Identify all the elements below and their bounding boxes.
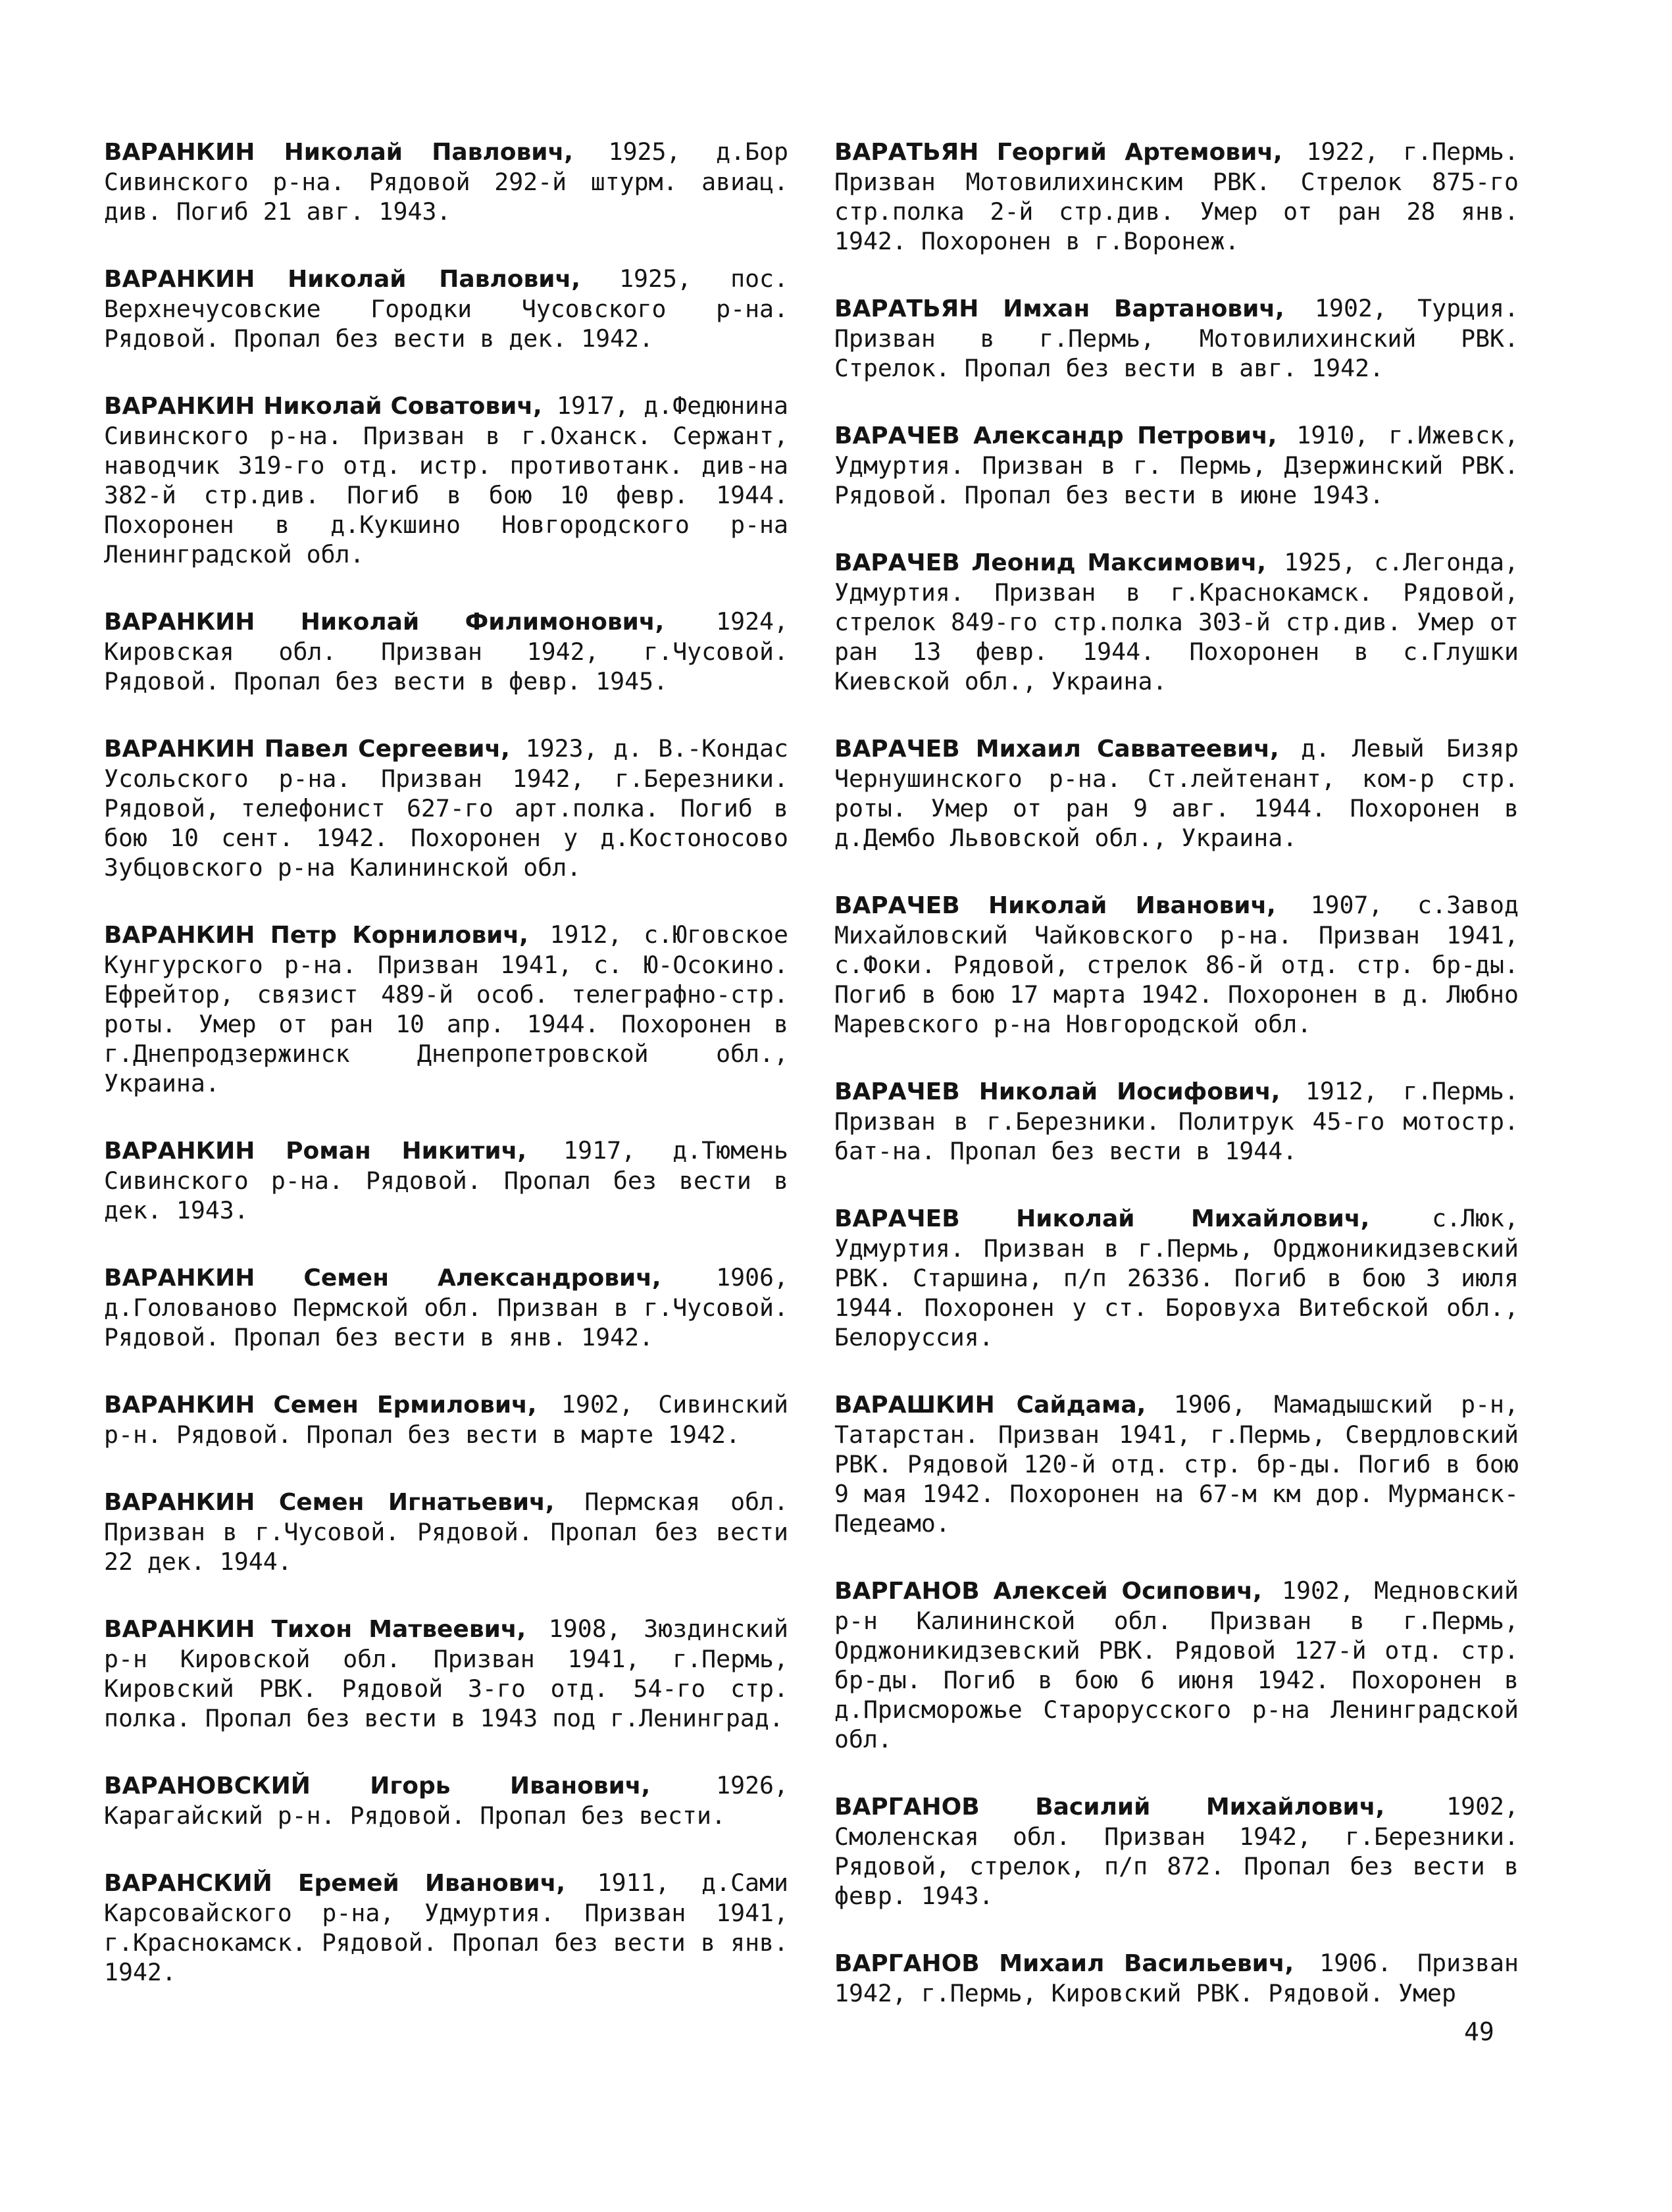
entry	[834, 1576, 1519, 1754]
entry	[834, 1076, 1519, 1166]
entry-text: 1902, Сивинский р-н. Рядовой. Пропал без вести в марте 1942.	[104, 1390, 788, 1449]
entry-text: 1924, Кировская обл. Призван 1942, г.Чусовой. Рядовой. Пропал без вести в февр. 1945.	[104, 607, 788, 695]
entry	[104, 1390, 788, 1449]
entry-name: ВАРАЧЕВ Михаил Савватеевич,	[834, 736, 1279, 763]
entry	[834, 420, 1519, 510]
entry-name: ВАРАНКИН Николай Соватович,	[104, 393, 542, 420]
entry-text: 1911, д.Сами Карсовайского р-на, Удмуртия. Призван 1941, г.Краснокамск. Рядовой. Пропал без вести в янв. 1942.	[104, 1869, 788, 1986]
entry-name: ВАРАНКИН Николай Павлович,	[104, 139, 573, 166]
entry	[104, 734, 788, 882]
entry-name: ВАРАНКИН Павел Сергеевич,	[104, 736, 510, 763]
entry-text: 1925, с.Легонда, Удмуртия. Призван в г.Краснокамск. Рядовой, стрелок 849-го стр.полка 303-й стр.див. Умер от ран 13 февр. 1944. Похоронен в с.Глушки Киевской обл., Украина.	[834, 548, 1519, 695]
entry-text: 1922, г.Пермь. Призван Мотовилихинским РВК. Стрелок 875-го стр.полка 2-й стр.див. Умер от ран 28 янв. 1942. Похоронен в г.Воронеж.	[834, 138, 1519, 255]
entry-name: ВАРАНОВСКИЙ Игорь Иванович,	[104, 1772, 651, 1799]
entry-text: 1907, с.Завод Михайловский Чайковского р-на. Призван 1941, с.Фоки. Рядовой, стрелок 86-й отд. стр. бр-ды. Погиб в бою 17 марта 1942. Похоронен в д. Любно Маревского р-на Новгородской обл.	[834, 891, 1519, 1038]
entry-text: 1912, с.Юговское Кунгурского р-на. Призван 1941, с. Ю-Осокино. Ефрейтор, связист 489-й особ. телеграфно-стр. роты. Умер от ран 10 апр. 1944. Похоронен в г.Днепродзержинск Днепропетровской обл., Украина.	[104, 920, 788, 1097]
entry-name: ВАРГАНОВ Василий Михайлович,	[834, 1794, 1385, 1821]
entry	[104, 1263, 788, 1352]
entry	[104, 920, 788, 1098]
right-column	[834, 137, 1519, 2046]
entry-name: ВАРАНСКИЙ Еремей Иванович,	[104, 1870, 566, 1897]
page-number: 49	[1464, 2017, 1494, 2046]
entry	[104, 1614, 788, 1733]
entry-text: 1926, Карагайский р-н. Рядовой. Пропал без вести.	[104, 1771, 789, 1830]
entry-name: ВАРАНКИН Семен Александрович,	[104, 1265, 661, 1292]
entry-text: Пермская обл. Призван в г.Чусовой. Рядовой. Пропал без вести 22 дек. 1944.	[104, 1488, 788, 1576]
entry	[104, 1771, 788, 1830]
entry	[104, 607, 788, 696]
entry	[834, 293, 1519, 383]
entry-text: 1917, д.Тюмень Сивинского р-на. Рядовой. Пропал без вести в дек. 1943.	[104, 1136, 788, 1224]
entry-name: ВАРАЧЕВ Леонид Максимович,	[834, 549, 1267, 576]
entry-name: ВАРГАНОВ Михаил Васильевич,	[834, 1950, 1294, 1977]
entry-text: 1910, г.Ижевск, Удмуртия. Призван в г. Пермь, Дзержинский РВК. Рядовой. Пропал без вести в июне 1943.	[834, 421, 1519, 509]
entry-name: ВАРАЧЕВ Александр Петрович,	[834, 422, 1277, 449]
entry	[834, 1948, 1519, 2008]
entry-name: ВАРАНКИН Семен Ермилович,	[104, 1392, 537, 1419]
entry	[834, 1203, 1519, 1352]
entry	[104, 1868, 788, 1987]
entry	[834, 1390, 1519, 1538]
entry-text: 1917, д.Федюнина Сивинского р-на. Призван в г.Оханск. Сержант, наводчик 319-го отд. истр. противотанк. див-на 382-й стр.див. Погиб в бою 10 февр. 1944. Похоронен в д.Кукшино Новгородского р-на Ленинградской обл.	[104, 391, 788, 568]
entry	[104, 264, 788, 353]
entry-text: 1906. Призван 1942, г.Пермь, Кировский РВК. Рядовой. Умер	[834, 1949, 1519, 2007]
entry-text: 1908, Зюздинский р-н Кировской обл. Призван 1941, г.Пермь, Кировский РВК. Рядовой 3-го отд. 54-го стр. полка. Пропал без вести в 1943 под г.Ленинград.	[104, 1615, 789, 1732]
entry-text: 1902, Турция. Призван в г.Пермь, Мотовилихинский РВК. Стрелок. Пропал без вести в авг. 1942.	[834, 294, 1519, 382]
entry-text: 1923, д. В.-Кондас Усольского р-на. Призван 1942, г.Березники. Рядовой, телефонист 627-го арт.полка. Погиб в бою 10 сент. 1942. Похоронен у д.Костоносово Зубцовского р-на Калининской обл.	[104, 734, 788, 882]
entry-text: 1906, Мамадышский р-н, Татарстан. Призван 1941, г.Пермь, Свердловский РВК. Рядовой 120-й отд. стр. бр-ды. Погиб в бою 9 мая 1942. Похоронен на 67-м км дор. Мурманск-Педеамо.	[834, 1390, 1519, 1538]
entry	[834, 734, 1519, 853]
entry-name: ВАРАНКИН Тихон Матвеевич,	[104, 1616, 526, 1643]
entry-text: 1902, Смоленская обл. Призван 1942, г.Березники. Рядовой, стрелок, п/п 872. Пропал без вести в февр. 1943.	[834, 1792, 1519, 1910]
entry-name: ВАРАНКИН Николай Павлович,	[104, 266, 580, 293]
entry-text: 1902, Медновский р-н Калининской обл. Призван в г.Пермь, Орджоникидзевский РВК. Рядовой 127-й отд. стр. бр-ды. Погиб в бою 6 июня 1942. Похоронен в д.Присморожье Старорусского р-на Ленинградской обл.	[834, 1576, 1519, 1753]
entry	[834, 1792, 1519, 1911]
entry	[104, 137, 788, 226]
entry	[104, 1136, 788, 1225]
entry-text: д. Левый Бизяр Чернушинского р-на. Ст.лейтенант, ком-р стр. роты. Умер от ран 9 авг. 1944. Похоронен в д.Дембо Львовской обл., Украина.	[834, 734, 1519, 852]
entry-name: ВАРГАНОВ Алексей Осипович,	[834, 1578, 1262, 1605]
left-column	[104, 137, 788, 2024]
entry-name: ВАРАНКИН Роман Никитич,	[104, 1138, 526, 1165]
entry	[834, 137, 1519, 256]
entry-text: 1925, пос. Верхнечусовские Городки Чусовского р-на. Рядовой. Пропал без вести в дек. 1942.	[104, 264, 788, 353]
entry	[104, 391, 788, 569]
entry-name: ВАРАНКИН Николай Филимонович,	[104, 609, 665, 636]
entry-name: ВАРАНКИН Семен Игнатьевич,	[104, 1489, 555, 1516]
entry-text: с.Люк, Удмуртия. Призван в г.Пермь, Орджоникидзевский РВК. Старшина, п/п 26336. Погиб в бою 3 июля 1944. Похоронен у ст. Боровуха Витебской обл., Белоруссия.	[834, 1204, 1519, 1351]
entry-text: 1906, д.Голованово Пермской обл. Призван в г.Чусовой. Рядовой. Пропал без вести в янв. 1942.	[104, 1263, 788, 1351]
entry-name: ВАРАЧЕВ Николай Иванович,	[834, 892, 1276, 919]
entry-name: ВАРАТЬЯН Георгий Артемович,	[834, 139, 1282, 166]
entry	[104, 1487, 788, 1576]
entry-text: 1912, г.Пермь. Призван в г.Березники. Политрук 45-го мотостр. бат-на. Пропал без вести в 1944.	[834, 1077, 1519, 1165]
entry	[834, 890, 1519, 1039]
entry-name: ВАРАНКИН Петр Корнилович,	[104, 922, 528, 949]
entry-name: ВАРАЧЕВ Николай Михайлович,	[834, 1205, 1370, 1232]
entry	[834, 547, 1519, 696]
entry-name: ВАРАЧЕВ Николай Иосифович,	[834, 1078, 1280, 1105]
entry-name: ВАРАШКИН Сайдама,	[834, 1392, 1146, 1419]
entry-text: 1925, д.Бор Сивинского р-на. Рядовой 292-й штурм. авиац. див. Погиб 21 авг. 1943.	[104, 138, 789, 226]
entry-name: ВАРАТЬЯН Имхан Вартанович,	[834, 295, 1284, 322]
